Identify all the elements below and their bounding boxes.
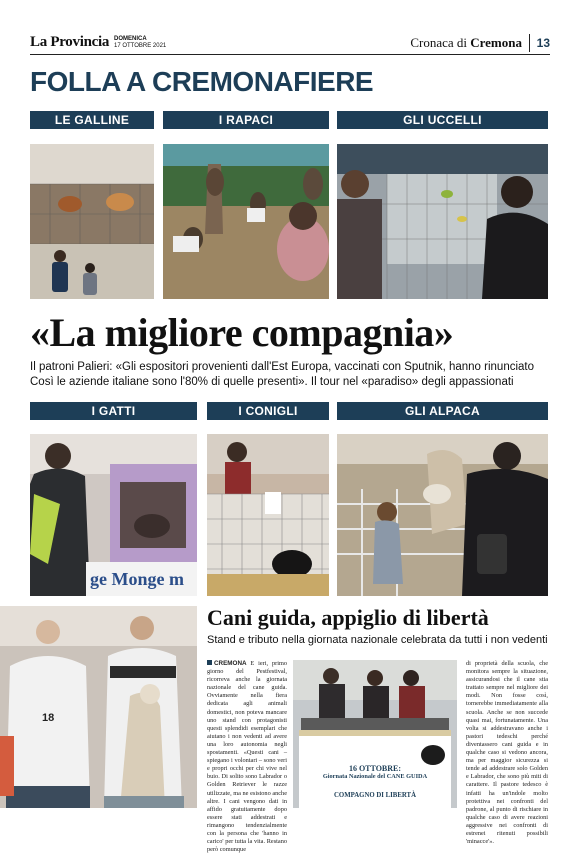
category-label-rapaci: I RAPACI	[163, 111, 329, 129]
guide-dog-banner	[303, 764, 447, 800]
main-subheadline: Il patroni Palieri: «Gli espositori provenienti dall'Est Europa, vaccinati con Sputnik, hanno rinunciato Così le aziende italiane sono l'80% di quelle presenti». Il tour nel «paradiso» degli appassionati	[30, 361, 535, 388]
article-column-2	[466, 660, 548, 846]
section-title	[410, 35, 522, 51]
banner-date: 16 OTTOBRE:	[348, 764, 402, 773]
issue-day: DOMENICA	[114, 36, 147, 42]
article-subtitle: Stand e tributo nella giornata nazionale celebrata da tutti i non vedenti	[207, 634, 548, 646]
article-dateline: CREMONA	[214, 660, 247, 667]
issue-date	[114, 36, 166, 50]
photo-guide-dog-volunteers	[0, 606, 197, 808]
dateline-marker	[207, 660, 212, 665]
photo-hens	[30, 144, 154, 299]
section-city: Cremona	[470, 35, 522, 50]
volunteer-vest-number: 18	[42, 712, 55, 724]
category-label-gatti: I GATTI	[30, 402, 197, 420]
article-column-1-text: E ieri, primo giorno del Pestfestival, ricorreva anche la giornata nazionale del cane guida. Ovviamente nella fiera dedicata agli animali domestici, non poteva mancare uno stand con protagonisti questi splendidi esemplari che aiutano i non vedenti ad avere una loro autonomia negli spostamenti. «Questi cani – spiegano i volontari – sono veri e propri occhi per chi vive nel buio. Di solito sono Labrador o Golden Retriever le razze utilizzate, ma ne esistono anche altre. I cani vengono dati in affido gratuitamente dopo essere stati addestrati e rimangono tendenzialmente con la persona che 'hanno in carico' per tutta la vita. Restano però comunque	[207, 660, 287, 854]
masthead	[30, 34, 550, 55]
category-label-uccelli: GLI UCCELLI	[337, 111, 548, 129]
photo-guide-dog-stand	[293, 660, 457, 808]
page-kicker: FOLLA A CREMONAFIERE	[30, 66, 374, 97]
main-headline: «La migliore compagnia»	[30, 310, 454, 355]
banner-motto: COMPAGNO DI LIBERTÀ	[334, 792, 416, 799]
section-prefix: Cronaca di	[410, 35, 467, 50]
monge-sign-text: ge Monge m	[90, 569, 184, 589]
article-title: Cani guida, appiglio di libertà	[207, 605, 489, 630]
photo-cats	[30, 434, 197, 596]
category-label-conigli: I CONIGLI	[207, 402, 329, 420]
monge-sign	[86, 562, 197, 596]
page-number: 13	[529, 34, 550, 52]
photo-raptors	[163, 144, 329, 299]
newspaper-logo: La Provincia	[30, 34, 110, 50]
article-column-1	[207, 660, 287, 854]
photo-rabbits	[207, 434, 329, 596]
photo-alpaca	[337, 434, 548, 596]
issue-full-date: 17 OTTOBRE 2021	[114, 43, 167, 49]
photo-birds	[337, 144, 548, 299]
article-column-2-text: di proprietà della scuola, che monitora sempre la situazione, assicurandosi che il cane stia trattato sempre nel migliore dei modi. Non fosse così, tornerebbe immediatamente alla scuola. Anche se non succede quasi mai, fortunatamente. Una volta si addestravano anche i pastori tedeschi perché diventassero cani guida e in qualche caso si vedono ancora, ma per maggior sicurezza si tende ad addestrare solo Golden e Labrador, che sono più miti di carattere. Il pastore tedesco è infatti ha un'indole molto protettiva nei confronti del padrone, al punto di rischiare in qualche caso di avere reazioni aggressive nei confronti di estrenei ritenuti possibili 'minacce'».	[466, 660, 548, 846]
category-label-galline: LE GALLINE	[30, 111, 154, 129]
category-label-alpaca: GLI ALPACA	[337, 402, 548, 420]
banner-event: Giornata Nazionale del CANE GUIDA	[322, 773, 428, 780]
